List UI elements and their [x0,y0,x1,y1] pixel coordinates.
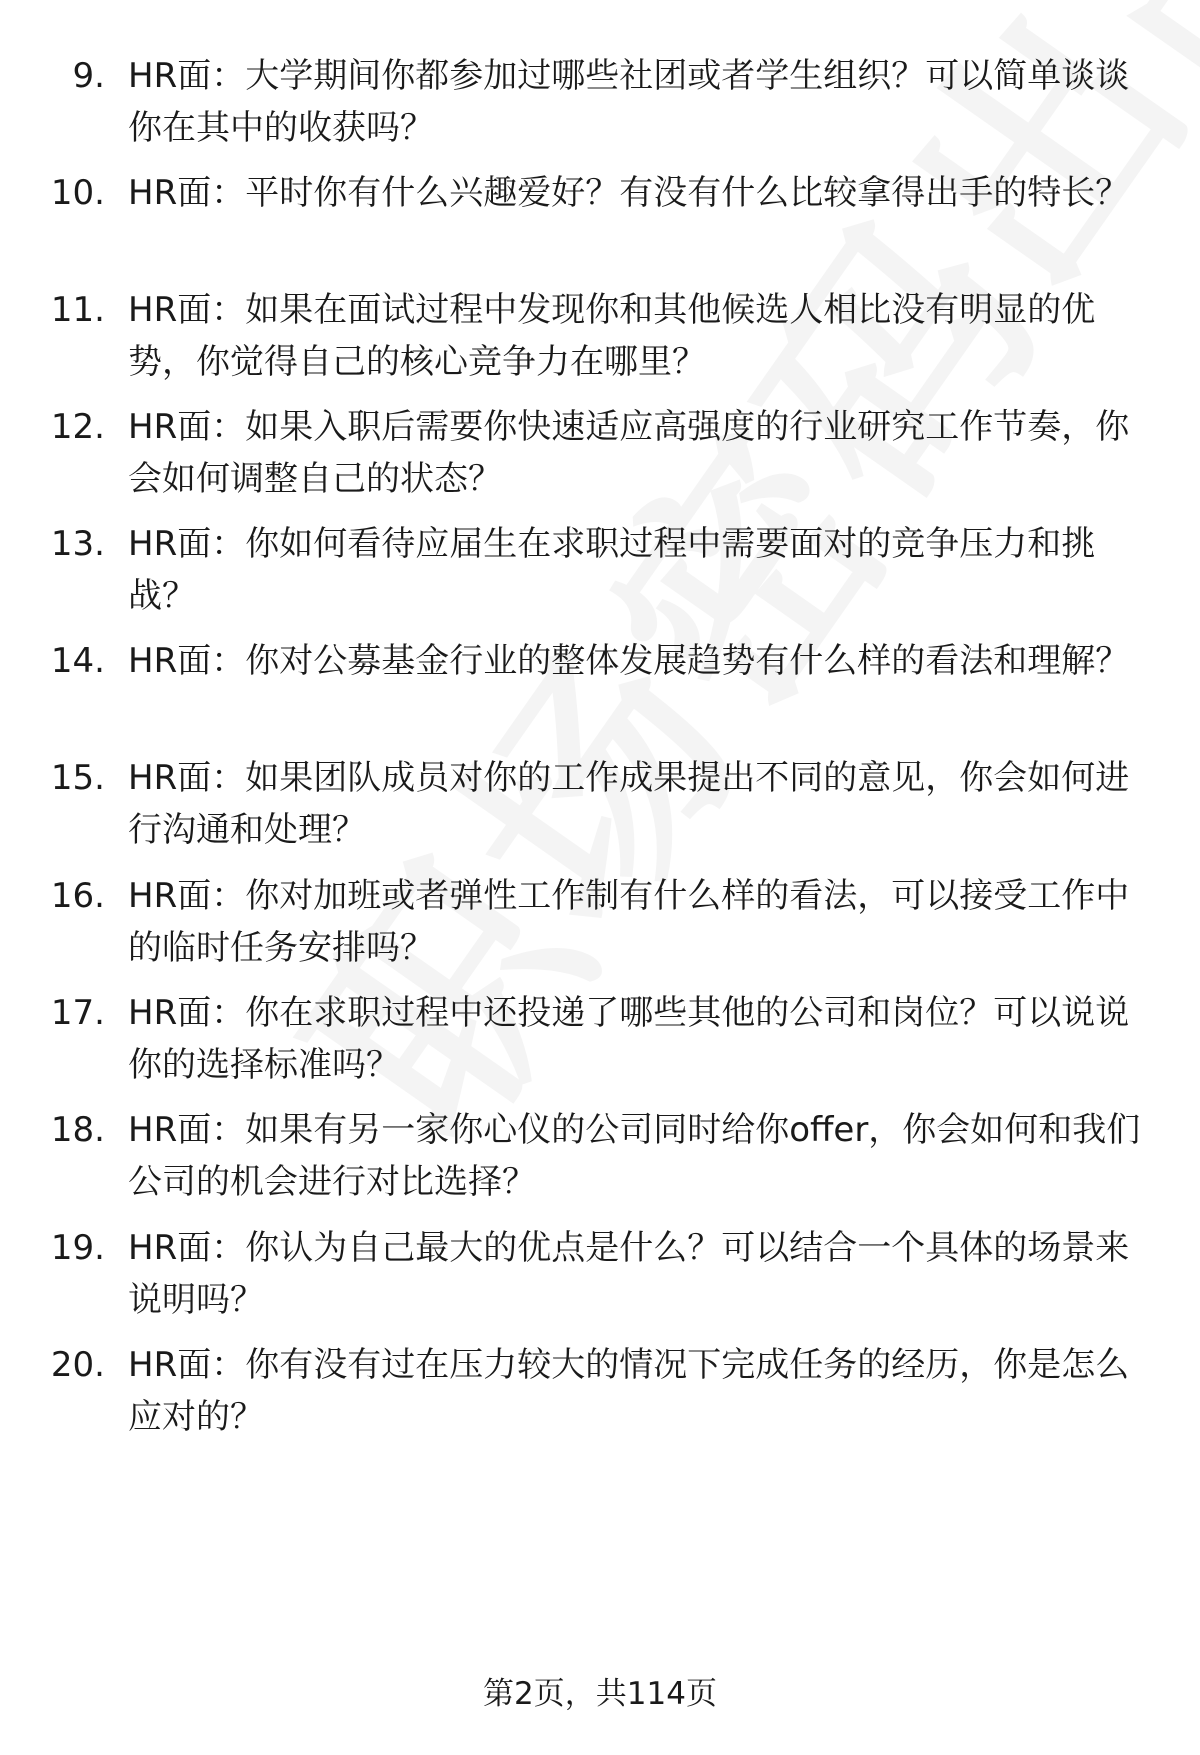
question-text: HR面：你有没有过在压力较大的情况下完成任务的经历，你是怎么应对的？ [128,1345,1130,1437]
question-item [0,987,1200,1097]
question-item [0,50,1200,160]
question-item [0,1339,1200,1449]
question-item [0,752,1200,862]
question-text: HR面：你如何看待应届生在求职过程中需要面对的竞争压力和挑战？ [128,524,1096,616]
question-item [0,401,1200,511]
question-number: 11. [50,290,105,330]
question-number: 20. [50,1345,105,1385]
question-item [0,284,1200,394]
question-item [0,1104,1200,1214]
question-text: HR面：你对公募基金行业的整体发展趋势有什么样的看法和理解？ [128,641,1130,681]
question-number: 19. [50,1228,105,1268]
question-number: 13. [50,524,105,564]
question-text: HR面：你在求职过程中还投递了哪些其他的公司和岗位？可以说说你的选择标准吗？ [128,993,1130,1085]
question-item [0,1222,1200,1332]
page-footer: 第2页，共114页 [483,1676,717,1712]
question-number: 15. [50,758,105,798]
question-text: HR面：如果入职后需要你快速适应高强度的行业研究工作节奏，你会如何调整自己的状态？ [128,407,1130,499]
question-item [0,167,1200,277]
question-text: HR面：大学期间你都参加过哪些社团或者学生组织？可以简单谈谈你在其中的收获吗？ [128,56,1130,148]
question-number: 18. [50,1110,105,1150]
question-number: 10. [50,173,105,213]
question-item [0,518,1200,628]
question-item [0,870,1200,980]
question-number: 14. [50,641,105,681]
question-number: 12. [50,407,105,447]
question-number: 17. [50,993,105,1033]
question-text: HR面：如果团队成员对你的工作成果提出不同的意见，你会如何进行沟通和处理？ [128,758,1130,850]
question-text: HR面：平时你有什么兴趣爱好？有没有什么比较拿得出手的特长？ [128,173,1130,213]
question-number: 16. [50,876,105,916]
question-text: HR面：如果在面试过程中发现你和其他候选人相比没有明显的优势，你觉得自己的核心竞争力在哪里？ [128,290,1096,382]
question-text: HR面：如果有另一家你心仪的公司同时给你offer，你会如何和我们公司的机会进行对比选择？ [128,1110,1141,1202]
question-item [0,635,1200,745]
question-text: HR面：你对加班或者弹性工作制有什么样的看法，可以接受工作中的临时任务安排吗？ [128,876,1130,968]
question-text: HR面：你认为自己最大的优点是什么？可以结合一个具体的场景来说明吗？ [128,1228,1130,1320]
question-number: 9. [72,56,105,96]
